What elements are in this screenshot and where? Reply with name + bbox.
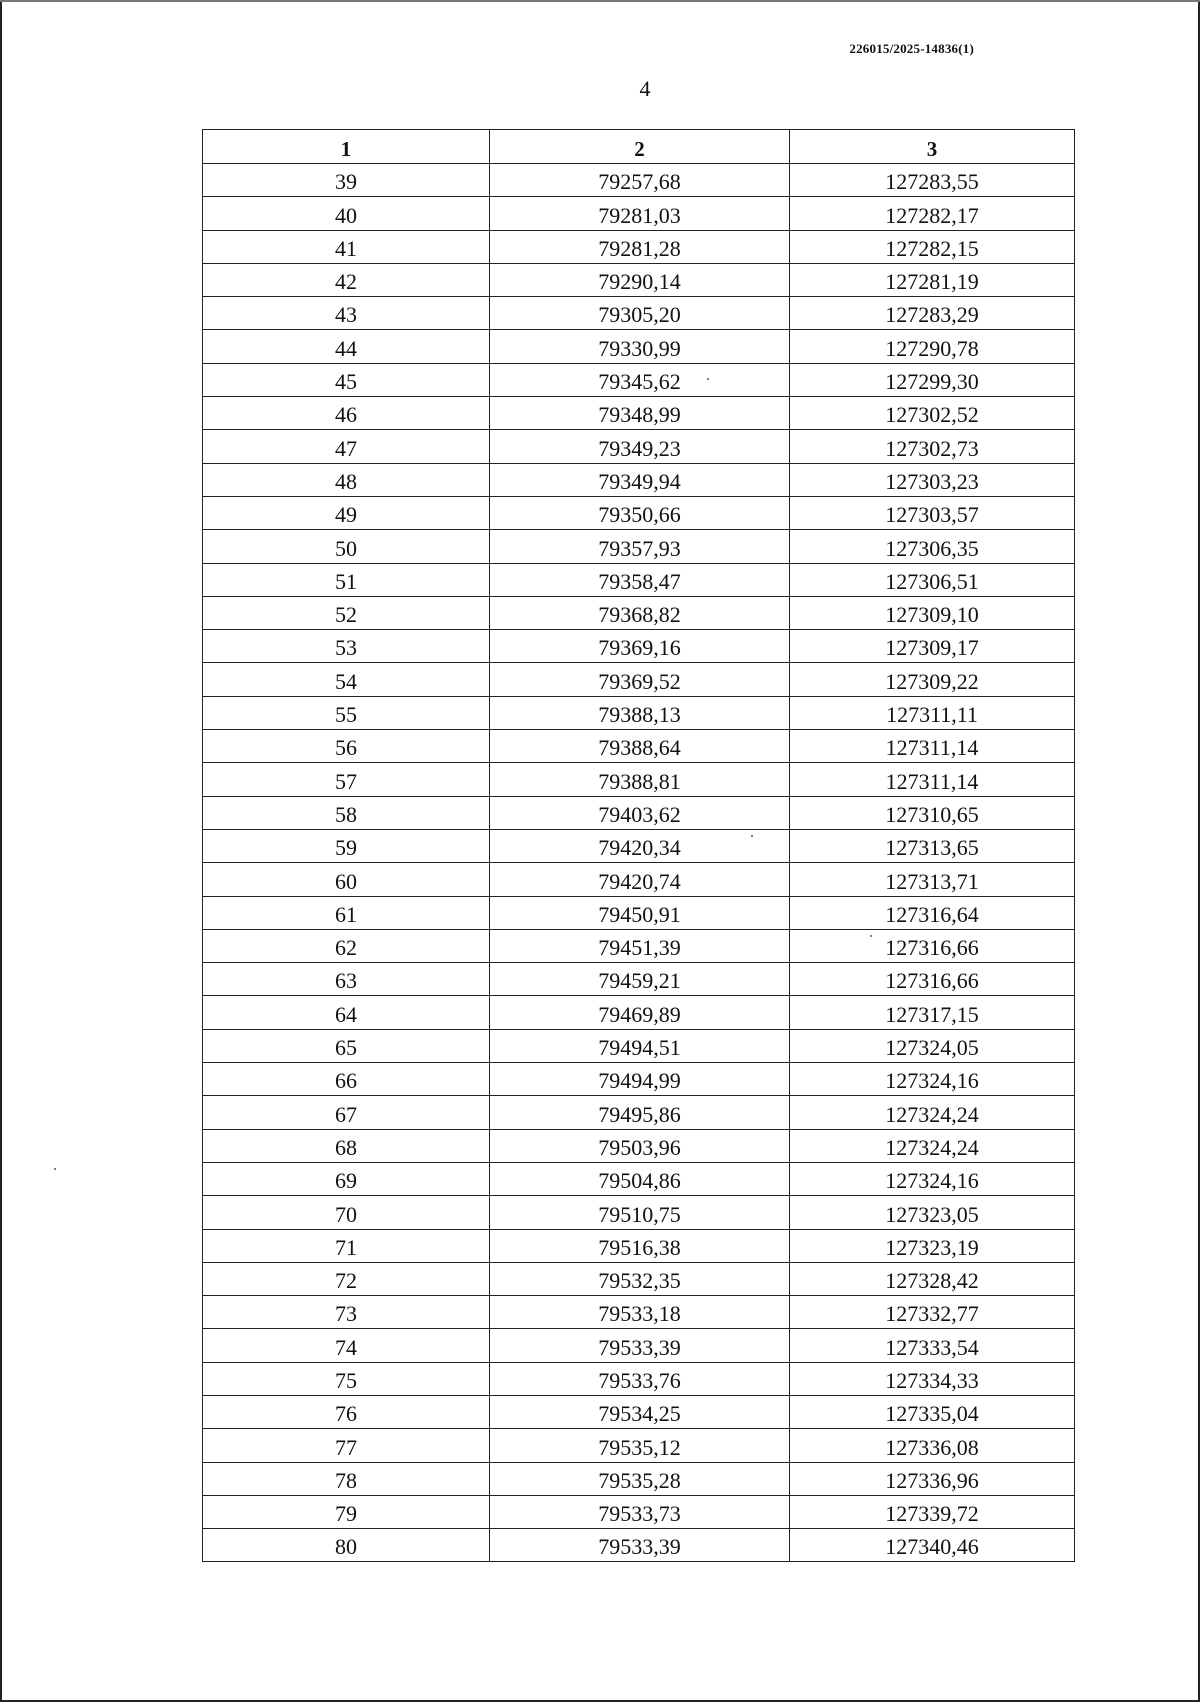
table-row [203, 563, 1075, 596]
table-body [203, 164, 1075, 1562]
table-cell: 79345,62 [490, 363, 790, 396]
table-row [203, 730, 1075, 763]
table-row [203, 630, 1075, 663]
table-cell: 127309,10 [790, 596, 1075, 629]
table-row [203, 230, 1075, 263]
table-cell: 79348,99 [490, 397, 790, 430]
table-row [203, 929, 1075, 962]
table-header-row [203, 130, 1075, 164]
table-cell: 79494,51 [490, 1029, 790, 1062]
table-cell: 127302,52 [790, 397, 1075, 430]
table-cell: 70 [203, 1196, 490, 1229]
table-cell: 127283,29 [790, 297, 1075, 330]
table-cell: 79535,28 [490, 1462, 790, 1495]
scan-speck [751, 835, 753, 837]
table-row [203, 696, 1075, 729]
table-cell: 127299,30 [790, 363, 1075, 396]
table-cell: 79534,25 [490, 1395, 790, 1428]
table-cell: 127316,66 [790, 963, 1075, 996]
table-cell: 127334,33 [790, 1362, 1075, 1395]
table-cell: 66 [203, 1063, 490, 1096]
table-cell: 53 [203, 630, 490, 663]
coordinates-table [202, 129, 1075, 1562]
table-cell: 65 [203, 1029, 490, 1062]
table-cell: 127313,65 [790, 829, 1075, 862]
table-cell: 127332,77 [790, 1296, 1075, 1329]
table-cell: 127306,51 [790, 563, 1075, 596]
table-cell: 127303,57 [790, 496, 1075, 529]
table-cell: 79305,20 [490, 297, 790, 330]
table-row [203, 164, 1075, 197]
table-cell: 72 [203, 1262, 490, 1295]
table-cell: 79503,96 [490, 1129, 790, 1162]
table-cell: 127324,24 [790, 1129, 1075, 1162]
table-cell: 127323,05 [790, 1196, 1075, 1229]
table-cell: 79451,39 [490, 929, 790, 962]
table-cell: 127311,14 [790, 730, 1075, 763]
table-cell: 79535,12 [490, 1429, 790, 1462]
table-cell: 79533,18 [490, 1296, 790, 1329]
column-header: 3 [790, 130, 1075, 164]
table-cell: 127323,19 [790, 1229, 1075, 1262]
table-cell: 79349,23 [490, 430, 790, 463]
table-cell: 79533,39 [490, 1529, 790, 1562]
column-header: 1 [203, 130, 490, 164]
table-cell: 71 [203, 1229, 490, 1262]
table-cell: 79330,99 [490, 330, 790, 363]
table-cell: 127313,71 [790, 863, 1075, 896]
table-cell: 127309,17 [790, 630, 1075, 663]
table-row [203, 1196, 1075, 1229]
table-cell: 68 [203, 1129, 490, 1162]
table-row [203, 463, 1075, 496]
table-cell: 79388,13 [490, 696, 790, 729]
table-cell: 46 [203, 397, 490, 430]
table-row [203, 1229, 1075, 1262]
table-cell: 127324,16 [790, 1162, 1075, 1195]
table-cell: 79281,03 [490, 197, 790, 230]
table-cell: 127290,78 [790, 330, 1075, 363]
table-cell: 127324,24 [790, 1096, 1075, 1129]
table-cell: 57 [203, 763, 490, 796]
table-cell: 79533,73 [490, 1495, 790, 1528]
table-cell: 63 [203, 963, 490, 996]
table-row [203, 297, 1075, 330]
table-cell: 62 [203, 929, 490, 962]
table-cell: 41 [203, 230, 490, 263]
table-cell: 127311,14 [790, 763, 1075, 796]
table-cell: 127328,42 [790, 1262, 1075, 1295]
table-row [203, 1162, 1075, 1195]
table-cell: 54 [203, 663, 490, 696]
table-cell: 79469,89 [490, 996, 790, 1029]
table-cell: 79533,39 [490, 1329, 790, 1362]
table-cell: 79495,86 [490, 1096, 790, 1129]
table-cell: 80 [203, 1529, 490, 1562]
table-cell: 79533,76 [490, 1362, 790, 1395]
scan-speck [54, 1168, 56, 1170]
scan-speck [707, 378, 709, 380]
table-cell: 51 [203, 563, 490, 596]
table-cell: 127303,23 [790, 463, 1075, 496]
table-cell: 127340,46 [790, 1529, 1075, 1562]
table-cell: 78 [203, 1462, 490, 1495]
table-cell: 74 [203, 1329, 490, 1362]
table-cell: 40 [203, 197, 490, 230]
table-row [203, 663, 1075, 696]
table-cell: 127282,15 [790, 230, 1075, 263]
table-cell: 79510,75 [490, 1196, 790, 1229]
table-row [203, 397, 1075, 430]
table-cell: 61 [203, 896, 490, 929]
table-row [203, 763, 1075, 796]
table-cell: 44 [203, 330, 490, 363]
table-row [203, 363, 1075, 396]
table-cell: 79358,47 [490, 563, 790, 596]
table-cell: 79459,21 [490, 963, 790, 996]
column-header: 2 [490, 130, 790, 164]
table-cell: 67 [203, 1096, 490, 1129]
table-cell: 42 [203, 263, 490, 296]
table-row [203, 1329, 1075, 1362]
table-row [203, 1495, 1075, 1528]
table-cell: 58 [203, 796, 490, 829]
table-row [203, 829, 1075, 862]
table-row [203, 496, 1075, 529]
table-row [203, 263, 1075, 296]
page-number: 4 [639, 76, 651, 101]
table-cell: 127317,15 [790, 996, 1075, 1029]
table-row [203, 596, 1075, 629]
table-cell: 64 [203, 996, 490, 1029]
table-cell: 79281,28 [490, 230, 790, 263]
table-row [203, 430, 1075, 463]
table-cell: 50 [203, 530, 490, 563]
table-row [203, 996, 1075, 1029]
table-cell: 127336,96 [790, 1462, 1075, 1495]
table-cell: 79420,34 [490, 829, 790, 862]
table-cell: 127310,65 [790, 796, 1075, 829]
table-cell: 47 [203, 430, 490, 463]
table-cell: 127333,54 [790, 1329, 1075, 1362]
table-cell: 59 [203, 829, 490, 862]
table-cell: 127336,08 [790, 1429, 1075, 1462]
table-row [203, 330, 1075, 363]
table-cell: 127282,17 [790, 197, 1075, 230]
table-cell: 127306,35 [790, 530, 1075, 563]
table-cell: 39 [203, 164, 490, 197]
table-row [203, 963, 1075, 996]
table-row [203, 1129, 1075, 1162]
table-row [203, 1395, 1075, 1428]
table-cell: 79403,62 [490, 796, 790, 829]
table-cell: 79349,94 [490, 463, 790, 496]
table-row [203, 863, 1075, 896]
table-cell: 79257,68 [490, 164, 790, 197]
scan-speck [870, 935, 872, 937]
table-row [203, 1462, 1075, 1495]
table-cell: 77 [203, 1429, 490, 1462]
table-row [203, 1296, 1075, 1329]
table-cell: 60 [203, 863, 490, 896]
table-cell: 127316,64 [790, 896, 1075, 929]
table-row [203, 1262, 1075, 1295]
table-cell: 127281,19 [790, 263, 1075, 296]
table-row [203, 796, 1075, 829]
table-cell: 49 [203, 496, 490, 529]
table-cell: 79369,52 [490, 663, 790, 696]
table-cell: 79290,14 [490, 263, 790, 296]
table-row [203, 197, 1075, 230]
table-cell: 55 [203, 696, 490, 729]
table-row [203, 1063, 1075, 1096]
table-cell: 76 [203, 1395, 490, 1428]
table-row [203, 1362, 1075, 1395]
table-cell: 79494,99 [490, 1063, 790, 1096]
table-cell: 79504,86 [490, 1162, 790, 1195]
table-row [203, 1096, 1075, 1129]
table-cell: 79369,16 [490, 630, 790, 663]
table-cell: 127316,66 [790, 929, 1075, 962]
table-cell: 127335,04 [790, 1395, 1075, 1428]
table-cell: 48 [203, 463, 490, 496]
table-cell: 127302,73 [790, 430, 1075, 463]
table-row [203, 1429, 1075, 1462]
table-cell: 79350,66 [490, 496, 790, 529]
table-cell: 79420,74 [490, 863, 790, 896]
table-cell: 43 [203, 297, 490, 330]
table-cell: 79450,91 [490, 896, 790, 929]
table-cell: 79 [203, 1495, 490, 1528]
table-cell: 127283,55 [790, 164, 1075, 197]
table-cell: 127309,22 [790, 663, 1075, 696]
table-cell: 79516,38 [490, 1229, 790, 1262]
table-cell: 52 [203, 596, 490, 629]
table-cell: 127311,11 [790, 696, 1075, 729]
table-cell: 127324,05 [790, 1029, 1075, 1062]
table-row [203, 896, 1075, 929]
table-cell: 56 [203, 730, 490, 763]
top-rule [0, 0, 1200, 2]
table-cell: 79357,93 [490, 530, 790, 563]
table-row [203, 1029, 1075, 1062]
table-row [203, 530, 1075, 563]
table-cell: 75 [203, 1362, 490, 1395]
table-cell: 79388,64 [490, 730, 790, 763]
table-cell: 127324,16 [790, 1063, 1075, 1096]
table-cell: 69 [203, 1162, 490, 1195]
table-row [203, 1529, 1075, 1562]
table-cell: 45 [203, 363, 490, 396]
table-cell: 79368,82 [490, 596, 790, 629]
table-cell: 73 [203, 1296, 490, 1329]
table-cell: 127339,72 [790, 1495, 1075, 1528]
document-id: 226015/2025-14836(1) [849, 41, 974, 56]
table-cell: 79388,81 [490, 763, 790, 796]
table-cell: 79532,35 [490, 1262, 790, 1295]
